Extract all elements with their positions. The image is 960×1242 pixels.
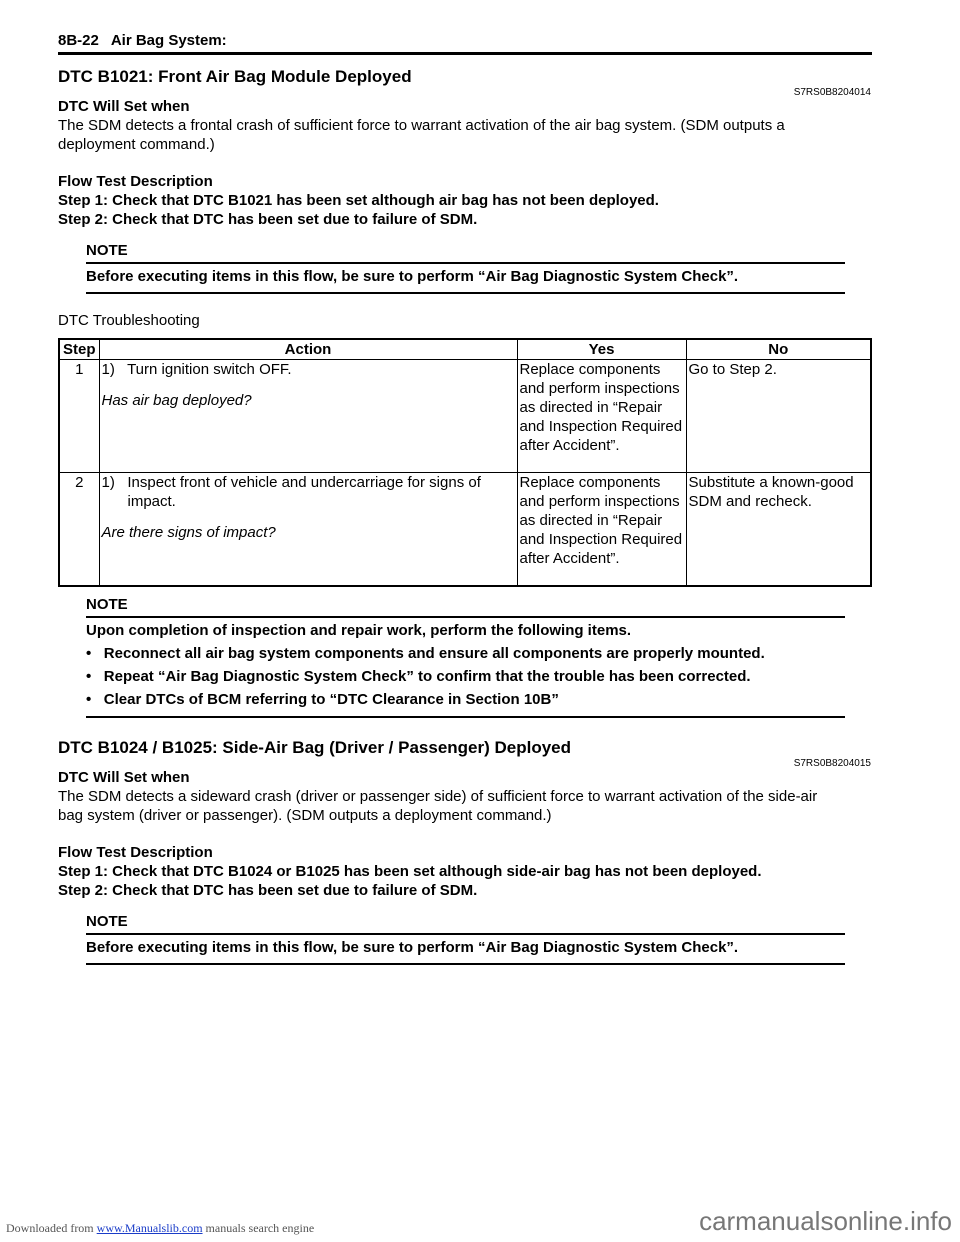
note-bullet: • Reconnect all air bag system components and ensure all components are properly mounted. <box>86 645 765 662</box>
note-rule <box>86 716 845 718</box>
bullet-text: Reconnect all air bag system components and ensure all components are properly mounted. <box>103 645 765 662</box>
table-row <box>59 473 871 586</box>
will-set-text: The SDM detects a frontal crash of sufficient force to warrant activation of the air bag system. (SDM outputs a <box>58 117 785 134</box>
note-bullet: • Clear DTCs of BCM referring to “DTC Clearance in Section 10B” <box>86 691 559 708</box>
section-title: Air Bag System: <box>110 32 227 49</box>
will-set-text: The SDM detects a sideward crash (driver or passenger side) of sufficient force to warrant activation of the side-air <box>58 788 818 805</box>
will-set-text: bag system (driver or passenger). (SDM outputs a deployment command.) <box>58 807 552 824</box>
question-text: Are there signs of impact? <box>101 524 276 541</box>
no-cell: Substitute a known-good SDM and recheck. <box>686 473 871 586</box>
note-bullet: • Repeat “Air Bag Diagnostic System Check” to confirm that the trouble has been corrected. <box>86 668 751 685</box>
header-rule <box>58 52 872 55</box>
note-text: Before executing items in this flow, be sure to perform “Air Bag Diagnostic System Check”. <box>86 939 739 956</box>
table-row <box>59 360 871 473</box>
col-header: Action <box>99 339 517 360</box>
note-text: Upon completion of inspection and repair work, perform the following items. <box>86 622 632 639</box>
note-label: NOTE <box>86 913 128 930</box>
flow-step: Step 1: Check that DTC B1024 or B1025 has been set although side-air bag has not been deployed. <box>58 863 762 880</box>
note-text: Before executing items in this flow, be sure to perform “Air Bag Diagnostic System Check”. <box>86 268 739 285</box>
will-set-text: deployment command.) <box>58 136 215 153</box>
note-rule <box>86 262 845 264</box>
note-rule <box>86 616 845 618</box>
troubleshooting-table <box>58 338 872 587</box>
section-code: S7RS0B8204015 <box>793 758 871 769</box>
will-set-heading: DTC Will Set when <box>58 769 190 786</box>
bullet-text: Repeat “Air Bag Diagnostic System Check” to confirm that the trouble has been corrected. <box>103 668 751 685</box>
download-footer <box>6 1221 314 1236</box>
section-title-b1024: DTC B1024 / B1025: Side-Air Bag (Driver / Passenger) Deployed <box>58 738 572 757</box>
note-rule <box>86 963 845 965</box>
table-header-row <box>59 339 871 360</box>
question-text: Has air bag deployed? <box>101 392 252 409</box>
will-set-heading: DTC Will Set when <box>58 98 190 115</box>
manualslib-link[interactable]: www.Manualslib.com <box>96 1221 203 1235</box>
bullet-text: Clear DTCs of BCM referring to “DTC Clearance in Section 10B” <box>103 691 559 708</box>
flow-heading: Flow Test Description <box>58 844 213 861</box>
action-cell <box>99 473 517 586</box>
section-title-b1021: DTC B1021: Front Air Bag Module Deployed <box>58 67 412 86</box>
footer-text: Downloaded from <box>6 1221 97 1235</box>
action-text: 1) Inspect front of vehicle and undercarriage for signs of impact. <box>101 474 481 510</box>
note-rule <box>86 292 845 294</box>
note-label: NOTE <box>86 596 128 613</box>
yes-cell: Replace components and perform inspections as directed in “Repair and Inspection Required after Accident”. <box>517 473 686 586</box>
page-header <box>58 31 227 50</box>
action-text: 1) Turn ignition switch OFF. <box>101 361 292 378</box>
page-number: 8B-22 <box>58 32 99 49</box>
action-cell <box>99 360 517 473</box>
no-cell: Go to Step 2. <box>686 360 871 473</box>
note-rule <box>86 933 845 935</box>
watermark: carmanualsonline.info <box>699 1206 952 1236</box>
col-header: No <box>686 339 871 360</box>
flow-heading: Flow Test Description <box>58 173 213 190</box>
yes-cell: Replace components and perform inspections as directed in “Repair and Inspection Required after Accident”. <box>517 360 686 473</box>
section-code: S7RS0B8204014 <box>793 87 871 98</box>
troubleshooting-heading: DTC Troubleshooting <box>58 312 200 329</box>
flow-step: Step 2: Check that DTC has been set due to failure of SDM. <box>58 882 478 899</box>
step-cell: 1 <box>59 360 99 473</box>
flow-step: Step 1: Check that DTC B1021 has been set although air bag has not been deployed. <box>58 192 659 209</box>
footer-text: manuals search engine <box>202 1221 315 1235</box>
note-label: NOTE <box>86 242 128 259</box>
step-cell: 2 <box>59 473 99 586</box>
col-header: Step <box>59 339 99 360</box>
flow-step: Step 2: Check that DTC has been set due to failure of SDM. <box>58 211 478 228</box>
col-header: Yes <box>517 339 686 360</box>
